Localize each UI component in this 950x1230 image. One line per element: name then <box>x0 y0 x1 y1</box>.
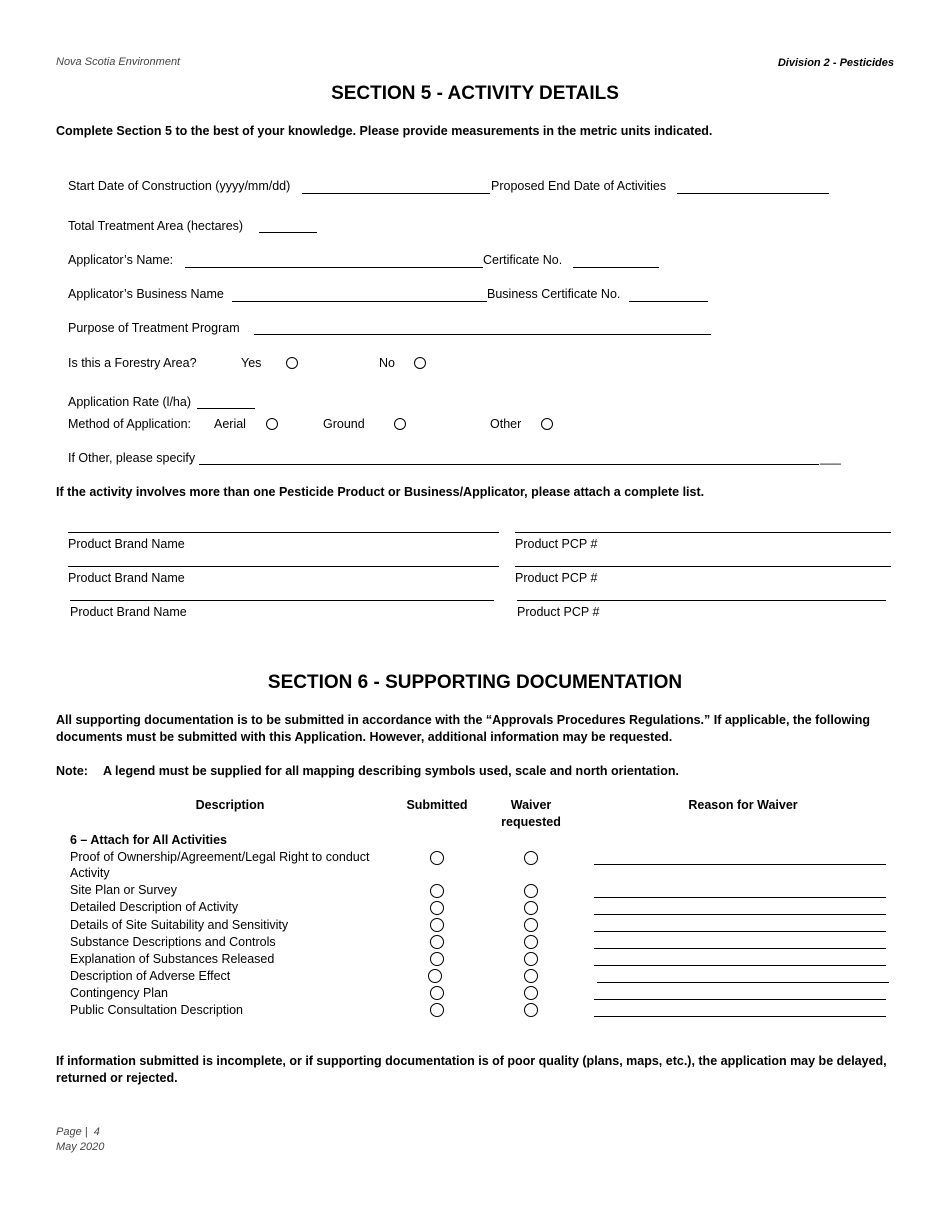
section6-title: SECTION 6 - SUPPORTING DOCUMENTATION <box>267 672 683 693</box>
section6-intro-line1: All supporting documentation is to be submitted in accordance with the “Approvals Procedures Regulations.” If applicable, the following <box>56 713 870 727</box>
doc-row-label-5: Substance Descriptions and Controls <box>70 935 276 949</box>
ground-radio[interactable] <box>394 418 406 430</box>
business-name-label: Applicator’s Business Name <box>68 287 224 301</box>
doc-row-submitted-radio-7[interactable] <box>428 969 442 983</box>
applicator-name-field[interactable] <box>185 267 483 268</box>
specify-label: If Other, please specify <box>68 451 196 465</box>
other-radio[interactable] <box>541 418 553 430</box>
aerial-radio[interactable] <box>266 418 278 430</box>
product-pcp-label-1: Product PCP # <box>515 537 598 551</box>
doc-row-label-2: Site Plan or Survey <box>70 883 177 897</box>
end-date-field[interactable] <box>677 193 829 194</box>
doc-row-label-7: Description of Adverse Effect <box>70 969 231 983</box>
doc-row-submitted-radio-5[interactable] <box>430 935 444 949</box>
doc-row-submitted-radio-2[interactable] <box>430 884 444 898</box>
product-brand-field-3[interactable] <box>70 600 494 601</box>
doc-row-reason-field-6[interactable] <box>594 965 886 966</box>
forestry-yes-radio[interactable] <box>286 357 298 369</box>
doc-row-waiver-radio-3[interactable] <box>524 901 538 915</box>
product-brand-label-1: Product Brand Name <box>68 537 185 551</box>
purpose-field[interactable] <box>254 334 711 335</box>
doc-row-submitted-radio-6[interactable] <box>430 952 444 966</box>
closing-note-line1: If information submitted is incomplete, or if supporting documentation is of poor quality (plans, maps, etc.), the application may be delayed, <box>56 1054 887 1068</box>
doc-row-reason-field-4[interactable] <box>594 931 886 932</box>
doc-row-label-1b: Activity <box>70 866 110 880</box>
doc-row-waiver-radio-4[interactable] <box>524 918 538 932</box>
doc-row-label-6: Explanation of Substances Released <box>70 952 275 966</box>
end-date-label: Proposed End Date of Activities <box>491 179 667 193</box>
certificate-field[interactable] <box>573 267 659 268</box>
doc-row-reason-field-7[interactable] <box>597 982 889 983</box>
method-label: Method of Application: <box>68 417 191 431</box>
doc-row-reason-field-9[interactable] <box>594 1016 886 1017</box>
doc-row-submitted-radio-9[interactable] <box>430 1003 444 1017</box>
doc-row-waiver-radio-1[interactable] <box>524 851 538 865</box>
forestry-no-label: No <box>379 356 395 370</box>
doc-row-submitted-radio-4[interactable] <box>430 918 444 932</box>
doc-row-waiver-radio-5[interactable] <box>524 935 538 949</box>
treatment-area-label: Total Treatment Area (hectares) <box>68 219 244 233</box>
doc-row-waiver-radio-2[interactable] <box>524 884 538 898</box>
product-pcp-field-3[interactable] <box>517 600 886 601</box>
doc-row-reason-field-2[interactable] <box>594 897 886 898</box>
certificate-label: Certificate No. <box>483 253 563 267</box>
doc-row-label-4: Details of Site Suitability and Sensitivity <box>70 918 289 932</box>
doc-row-waiver-radio-7[interactable] <box>524 969 538 983</box>
doc-row-reason-field-5[interactable] <box>594 948 886 949</box>
doc-row-submitted-radio-8[interactable] <box>430 986 444 1000</box>
applicator-name-label: Applicator’s Name: <box>68 253 174 267</box>
doc-row-reason-field-8[interactable] <box>594 999 886 1000</box>
col-reason: Reason for Waiver <box>688 798 798 812</box>
header-division: Division 2 - Pesticides <box>777 57 894 69</box>
note-text: A legend must be supplied for all mapping describing symbols used, scale and north orientation. <box>103 764 680 778</box>
product-pcp-label-2: Product PCP # <box>515 571 598 585</box>
specify-tail: ___ <box>820 451 841 465</box>
start-date-field[interactable] <box>302 193 490 194</box>
doc-row-label-1: Proof of Ownership/Agreement/Legal Right to conduct <box>70 850 370 864</box>
treatment-area-field[interactable] <box>259 232 317 233</box>
product-brand-field-1[interactable] <box>68 532 499 533</box>
business-name-field[interactable] <box>232 301 487 302</box>
footer-page: Page | 4 <box>56 1126 100 1138</box>
col-waiver: Waiver <box>510 798 552 812</box>
start-date-label: Start Date of Construction (yyyy/mm/dd) <box>68 179 291 193</box>
product-pcp-field-1[interactable] <box>515 532 891 533</box>
doc-row-reason-field-1[interactable] <box>594 864 886 865</box>
product-pcp-field-2[interactable] <box>515 566 891 567</box>
doc-row-label-8: Contingency Plan <box>70 986 168 1000</box>
closing-note-line2: returned or rejected. <box>56 1071 178 1085</box>
product-pcp-label-3: Product PCP # <box>517 605 600 619</box>
other-label: Other <box>490 417 522 431</box>
col-submitted: Submitted <box>406 798 468 812</box>
multi-product-note: If the activity involves more than one Pesticide Product or Business/Applicator, please attach a complete list. <box>56 485 705 499</box>
section6-intro-line2: documents must be submitted with this Application. However, additional information may be requested. <box>56 730 673 744</box>
group-label: 6 – Attach for All Activities <box>70 833 227 847</box>
section5-intro: Complete Section 5 to the best of your knowledge. Please provide measurements in the metric units indicated. <box>56 124 713 138</box>
purpose-label: Purpose of Treatment Program <box>68 321 240 335</box>
doc-row-label-9: Public Consultation Description <box>70 1003 244 1017</box>
rate-label: Application Rate (l/ha) <box>68 395 191 409</box>
doc-row-waiver-radio-9[interactable] <box>524 1003 538 1017</box>
product-brand-label-2: Product Brand Name <box>68 571 185 585</box>
section5-title: SECTION 5 - ACTIVITY DETAILS <box>331 83 619 104</box>
forestry-label: Is this a Forestry Area? <box>68 356 197 370</box>
doc-row-submitted-radio-3[interactable] <box>430 901 444 915</box>
header-org: Nova Scotia Environment <box>56 56 181 68</box>
note-label: Note: <box>56 764 88 778</box>
doc-row-waiver-radio-6[interactable] <box>524 952 538 966</box>
aerial-label: Aerial <box>214 417 246 431</box>
rate-field[interactable] <box>197 408 255 409</box>
product-brand-field-2[interactable] <box>68 566 499 567</box>
business-cert-label: Business Certificate No. <box>487 287 621 301</box>
col-description: Description <box>195 798 265 812</box>
specify-field[interactable] <box>199 464 819 465</box>
forestry-yes-label: Yes <box>241 356 262 370</box>
business-cert-field[interactable] <box>629 301 708 302</box>
doc-row-submitted-radio-1[interactable] <box>430 851 444 865</box>
doc-row-waiver-radio-8[interactable] <box>524 986 538 1000</box>
footer-date: May 2020 <box>56 1141 105 1153</box>
col-requested: requested <box>501 815 561 829</box>
ground-label: Ground <box>323 417 365 431</box>
forestry-no-radio[interactable] <box>414 357 426 369</box>
doc-row-reason-field-3[interactable] <box>594 914 886 915</box>
doc-row-label-3: Detailed Description of Activity <box>70 900 239 914</box>
product-brand-label-3: Product Brand Name <box>70 605 187 619</box>
